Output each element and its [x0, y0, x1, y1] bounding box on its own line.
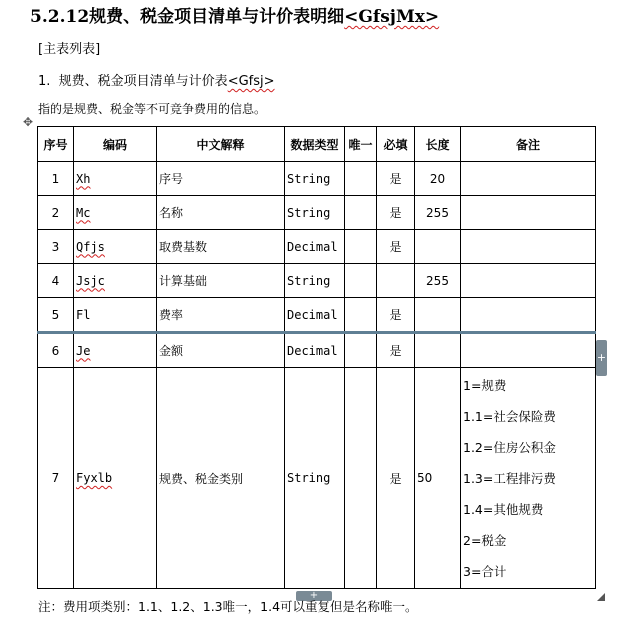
footnote: 注：费用项类别：1.1、1.2、1.3唯一，1.4可以重复但是名称唯一。: [38, 599, 418, 614]
cell-code: [74, 230, 157, 264]
cell-code: [74, 196, 157, 230]
cell-code: [74, 162, 157, 196]
cell-unique: [345, 333, 377, 368]
add-row-plus-icon[interactable]: +: [296, 591, 332, 601]
field-spec-table: [37, 126, 596, 589]
table-row: [38, 368, 596, 589]
cell-note: [461, 162, 596, 196]
cell-code-text: Mc: [76, 205, 91, 220]
subheading-code: <Gfsj>: [227, 74, 275, 89]
cell-cn: 规费、税金类别: [157, 368, 285, 589]
subheading-prefix: 1.: [38, 74, 51, 89]
section-title: 规费、税金项目清单与计价表明细: [89, 7, 345, 27]
cell-type: Decimal: [285, 230, 345, 264]
table-row: [38, 298, 596, 333]
cell-length: [415, 298, 461, 333]
category-note: 1.1=社会保险费: [463, 408, 556, 424]
cell-note: [461, 264, 596, 298]
category-note: 1.4=其他规费: [463, 501, 544, 517]
add-column-plus-icon[interactable]: +: [596, 340, 607, 376]
section-number: 5.2.12: [30, 7, 90, 27]
subheading-title: 规费、税金项目清单与计价表: [58, 74, 228, 89]
header-code: 编码: [74, 127, 157, 162]
cell-note: [461, 196, 596, 230]
cell-unique: [345, 196, 377, 230]
cell-code: [74, 368, 157, 589]
category-note: 3=合计: [463, 563, 507, 579]
table-row: [38, 230, 596, 264]
cell-type: String: [285, 264, 345, 298]
section-heading: [30, 2, 439, 27]
cell-unique: [345, 264, 377, 298]
cell-cn: 费率: [157, 298, 285, 333]
cell-unique: [345, 298, 377, 333]
cell-type: Decimal: [285, 298, 345, 333]
cell-seq: 4: [38, 264, 74, 298]
cell-required: 是: [377, 368, 415, 589]
table-move-handle-icon[interactable]: ✥: [22, 115, 34, 129]
table-row: [38, 196, 596, 230]
table-header-row: [38, 127, 596, 162]
cell-type: String: [285, 196, 345, 230]
cell-code: [74, 264, 157, 298]
header-seq: 序号: [38, 127, 74, 162]
cell-seq: 1: [38, 162, 74, 196]
cell-length: 255: [415, 196, 461, 230]
cell-unique: [345, 230, 377, 264]
cell-type: Decimal: [285, 333, 345, 368]
cell-unique: [345, 368, 377, 589]
cell-seq: 3: [38, 230, 74, 264]
cell-required: 是: [377, 298, 415, 333]
header-required: 必填: [377, 127, 415, 162]
cell-length: [415, 333, 461, 368]
cell-code-text: Xh: [76, 171, 91, 186]
cell-cn: 取费基数: [157, 230, 285, 264]
cell-seq: 6: [38, 333, 74, 368]
cell-length: 50: [415, 368, 461, 589]
header-length: 长度: [415, 127, 461, 162]
section-code: <GfsjMx>: [344, 7, 440, 27]
cell-note: [461, 298, 596, 333]
cell-required: 是: [377, 333, 415, 368]
cell-cn: 计算基础: [157, 264, 285, 298]
table-subheading: [38, 70, 275, 89]
table-description: 指的是规费、税金等不可竞争费用的信息。: [38, 102, 267, 116]
cell-code-text: Je: [76, 343, 91, 358]
category-note: 1=规费: [463, 377, 507, 393]
cell-length: 20: [415, 162, 461, 196]
main-table-list-tag: [主表列表]: [38, 42, 101, 57]
cell-code-text: Jsjc: [76, 273, 105, 288]
cell-note: [461, 230, 596, 264]
cell-type: String: [285, 162, 345, 196]
cell-cn: 金额: [157, 333, 285, 368]
cell-note: [461, 333, 596, 368]
header-unique: 唯一: [345, 127, 377, 162]
cell-unique: [345, 162, 377, 196]
category-note: 2=税金: [463, 532, 507, 548]
table-row: [38, 162, 596, 196]
cell-length: 255: [415, 264, 461, 298]
cell-seq: 2: [38, 196, 74, 230]
cell-length: [415, 230, 461, 264]
cell-code-text: Qfjs: [76, 239, 105, 254]
cell-cn: 名称: [157, 196, 285, 230]
category-note: 1.2=住房公积金: [463, 439, 556, 455]
table-resize-corner-icon[interactable]: [597, 593, 605, 601]
cell-code-text: Fl: [76, 307, 91, 322]
cell-seq: 5: [38, 298, 74, 333]
cell-code-text: Fyxlb: [76, 471, 113, 485]
cell-required: 是: [377, 196, 415, 230]
category-notes-list: [463, 370, 593, 587]
header-cn: 中文解释: [157, 127, 285, 162]
cell-note: [461, 368, 596, 589]
cell-cn: 序号: [157, 162, 285, 196]
cell-code: [74, 298, 157, 333]
cell-seq: 7: [38, 368, 74, 589]
header-note: 备注: [461, 127, 596, 162]
cell-required: 是: [377, 162, 415, 196]
table-row: [38, 264, 596, 298]
category-note: 1.3=工程排污费: [463, 470, 556, 486]
cell-code: [74, 333, 157, 368]
cell-required: [377, 264, 415, 298]
table-row: [38, 333, 596, 368]
cell-required: 是: [377, 230, 415, 264]
header-type: 数据类型: [285, 127, 345, 162]
cell-type: String: [285, 368, 345, 589]
